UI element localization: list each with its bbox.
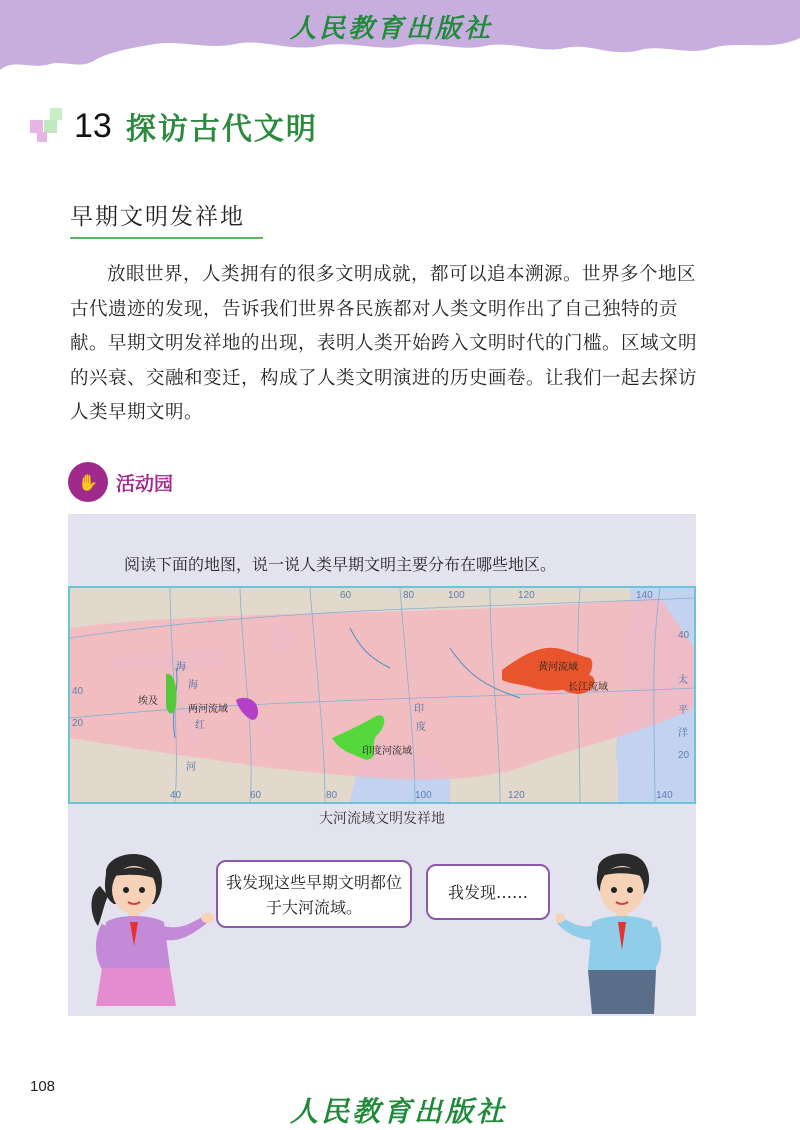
tick-label: 40 — [678, 630, 690, 641]
sea-label: 度 — [416, 722, 426, 733]
sea-label: 太 — [678, 675, 688, 686]
boy-illustration — [556, 846, 676, 1014]
sea-label: 洋 — [678, 728, 688, 739]
sea-label: 海 — [188, 680, 198, 691]
sea-label: 印 — [414, 704, 424, 715]
sea-label: 海 — [176, 662, 186, 673]
body-paragraph: 放眼世界，人类拥有的很多文明成就，都可以追本溯源。世界多个地区古代遗迹的发现，告诉我们世界各民族都对人类文明作出了自己独特的贡献。早期文明发祥地的出现，表明人类开始跨入文明时代的门槛。区域文明的兴衰、交融和变迁，构成了人类文明演进的历史画卷。让我们一起去探访人类早期文明。 — [70, 264, 698, 423]
map-label-yangtze: 长江流域 — [568, 682, 608, 693]
tick-label: 40 — [170, 790, 182, 801]
sea-label: 红 — [195, 720, 205, 731]
tick-label: 60 — [250, 790, 262, 801]
river-civilizations-map — [68, 586, 696, 804]
section-heading: 早期文明发祥地 — [70, 198, 263, 239]
map-label-indus: 印度河流域 — [362, 746, 412, 757]
publisher-logo-top: 人民教育出版社 — [290, 14, 494, 44]
sea-label: 河 — [186, 762, 196, 773]
hands-icon: ✋ — [68, 462, 108, 502]
activity-label: 活动园 — [116, 472, 174, 495]
activity-prompt: 阅读下面的地图，说一说人类早期文明主要分布在哪些地区。 — [124, 555, 557, 574]
tick-label: 60 — [340, 590, 352, 601]
map-caption: 大河流域文明发祥地 — [319, 811, 445, 827]
map-svg — [70, 588, 694, 802]
girl-illustration — [84, 846, 214, 1014]
lesson-name: 探访古代文明 — [125, 112, 318, 147]
tick-label: 40 — [72, 686, 84, 697]
tick-label: 20 — [72, 718, 84, 729]
lesson-title — [30, 104, 318, 148]
body-text — [70, 258, 700, 431]
activity-header — [68, 462, 173, 502]
tick-label: 140 — [636, 590, 653, 601]
tick-label: 80 — [403, 590, 415, 601]
tick-label: 140 — [656, 790, 673, 801]
sea-label: 平 — [678, 705, 688, 716]
tick-label: 20 — [678, 750, 690, 761]
publisher-logo-bottom: 人民教育出版社 — [290, 1095, 508, 1128]
tick-label: 120 — [518, 590, 535, 601]
tick-label: 100 — [448, 590, 465, 601]
title-color-squares-icon — [30, 108, 66, 144]
tick-label: 80 — [326, 790, 338, 801]
page-number: 108 — [30, 1078, 56, 1095]
tick-label: 100 — [415, 790, 432, 801]
boy-speech-bubble: 我发现…… — [426, 864, 550, 920]
map-label-yellow-river: 黄河流域 — [538, 662, 578, 673]
girl-speech-bubble: 我发现这些早期文明都位于大河流域。 — [216, 860, 412, 928]
lesson-number: 13 — [74, 106, 112, 145]
tick-label: 120 — [508, 790, 525, 801]
map-label-egypt: 埃及 — [138, 696, 158, 707]
map-label-mesopotamia: 两河流域 — [188, 704, 228, 715]
